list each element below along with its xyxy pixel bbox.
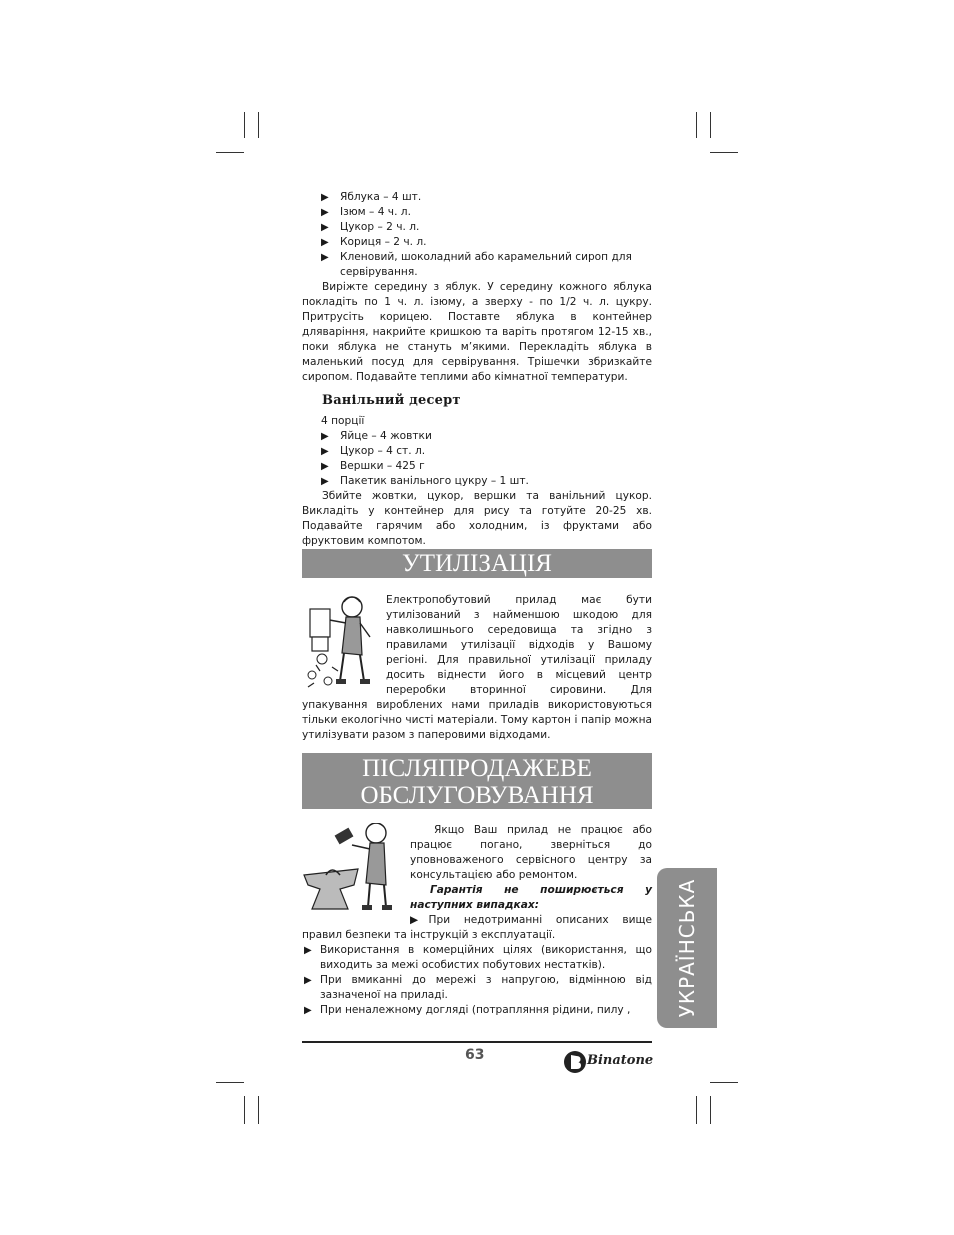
- list-item: ▶ Кориця – 2 ч. л.: [321, 236, 427, 248]
- warranty-title: Гарантія не поширюється у наступних випадках:: [410, 884, 652, 911]
- bullet-triangle-icon: ▶: [321, 237, 329, 248]
- list-item: ▶ Вершки – 425 г: [321, 460, 425, 472]
- bullet-triangle-icon: ▶: [304, 975, 312, 986]
- crop-mark: [244, 1096, 245, 1124]
- bullet-triangle-icon: ▶: [321, 222, 329, 233]
- crop-mark: [258, 1096, 259, 1124]
- bullet-triangle-icon: ▶: [321, 431, 329, 442]
- crop-mark: [244, 112, 245, 138]
- bullet-triangle-icon: ▶: [321, 446, 329, 457]
- warranty-item: ▶ При неналежному догляді (потрапляння рідини, пилу ,: [304, 1004, 631, 1016]
- brand-logo-icon: [563, 1050, 587, 1074]
- list-item: ▶ Пакетик ванільного цукру – 1 шт.: [321, 475, 529, 487]
- service-heading: ПІСЛЯПРОДАЖЕВЕ ОБСЛУГОВУВАННЯ: [302, 753, 652, 809]
- service-section: [302, 823, 652, 1018]
- warranty-item: ▶ Використання в комерційних цілях (використання, що виходить за межі особистих побутових нестатків).: [304, 944, 652, 971]
- bullet-triangle-icon: ▶: [321, 461, 329, 472]
- bullet-triangle-icon: ▶: [321, 252, 329, 263]
- crop-mark: [710, 1096, 711, 1124]
- crop-mark: [696, 112, 697, 138]
- brand-name: Binatone: [587, 1053, 654, 1068]
- warranty-item: ▶При недотриманні описаних вище правил безпеки та інструкцій з експлуатації.: [302, 914, 652, 941]
- crop-mark: [710, 152, 738, 153]
- list-item: ▶ Яйце – 4 жовтки: [321, 430, 432, 442]
- bullet-triangle-icon: ▶: [321, 476, 329, 487]
- disposal-section: [302, 593, 652, 743]
- recipe-title: Ванільний десерт: [322, 393, 461, 408]
- recipe-method: Збийте жовтки, цукор, вершки та ванільний цукор. Викладіть у контейнер для рису та готуйте 20-25 хв. Подавайте гарячим або холодним, із фруктами або фруктовим компотом.: [302, 490, 652, 547]
- crop-mark: [710, 112, 711, 138]
- bullet-triangle-icon: ▶: [304, 945, 312, 956]
- list-item: ▶ Кленовий, шоколадний або карамельний сироп для сервірування.: [321, 251, 632, 278]
- crop-mark: [258, 112, 259, 138]
- page-number: 63: [465, 1047, 485, 1063]
- recipe-method: Виріжте середину з яблук. У середину кожного яблука покладіть по 1 ч. л. ізюму, а зверху - по 1/2 ч. л. цукру. Притрусіть корицею. Поставте яблука в контейнер дляваріння, накрийте кришкою та варіть протягом 12-15 хв., поки яблука не стануть м’якими. Перекладіть яблука в маленький посуд для сервірування. Трішечки збризкайте сиропом. Подавайте теплими або кімнатної температури.: [302, 281, 652, 383]
- bullet-triangle-icon: ▶: [304, 1005, 312, 1016]
- crop-mark: [216, 1082, 244, 1083]
- bullet-triangle-icon: ▶: [410, 914, 429, 926]
- list-item: ▶ Цукор – 2 ч. л.: [321, 221, 420, 233]
- blacksmith-illustration: [302, 823, 406, 919]
- crop-mark: [710, 1082, 738, 1083]
- bullet-triangle-icon: ▶: [321, 192, 329, 203]
- footer-divider: [302, 1041, 652, 1043]
- language-tab: УКРАЇНСЬКА: [657, 868, 717, 1028]
- disposal-text: Електропобутовий прилад має бути утилізований з найменшою шкодою для навколишнього середовища та згідно з правилами утилізації відходів у Вашому регіоні. Для правильної утилізації приладу досить віднести його в місцевий центр переробки вторинної сировини. Для упакування вироблених нами приладів використовуються тільки екологічно чисті матеріали. Тому картон і папір можна утилізувати разом з паперовими відходами.: [302, 594, 652, 741]
- bullet-triangle-icon: ▶: [321, 207, 329, 218]
- warranty-item: ▶ При вмиканні до мережі з напругою, відмінною від зазначеної на приладі.: [304, 974, 652, 1001]
- list-item: ▶ Цукор – 4 ст. л.: [321, 445, 426, 457]
- list-item: ▶ Ізюм – 4 ч. л.: [321, 206, 411, 218]
- brand-logo: [563, 1050, 655, 1074]
- list-item: ▶ Яблука – 4 шт.: [321, 191, 422, 203]
- crop-mark: [696, 1096, 697, 1124]
- recycling-man-illustration: [302, 593, 382, 697]
- disposal-heading: УТИЛІЗАЦІЯ: [302, 549, 652, 578]
- crop-mark: [216, 152, 244, 153]
- recipe-section: [302, 190, 652, 549]
- service-intro: Якщо Ваш прилад не працює або працює погано, зверніться до уповноваженого сервісного центру за консультацією або ремонтом.: [410, 824, 652, 881]
- servings: 4 порції: [321, 415, 365, 427]
